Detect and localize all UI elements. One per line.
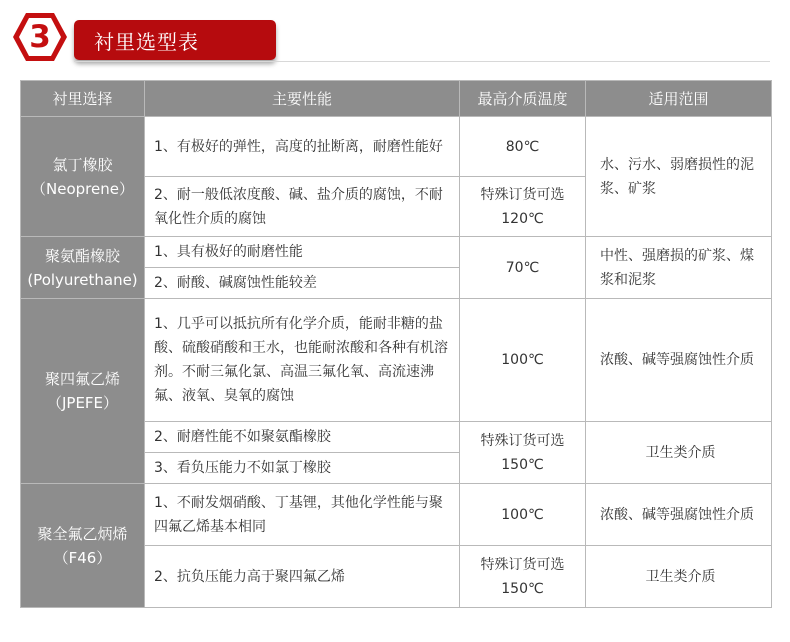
application-cell: 水、污水、弱磨损性的泥浆、矿浆 [586,117,772,237]
application-cell: 中性、强磨损的矿浆、煤浆和泥浆 [586,237,772,299]
property-cell: 2、耐磨性能不如聚氨酯橡胶 [145,422,460,453]
material-name: 氯丁橡胶 [52,155,113,174]
property-cell: 1、有极好的弹性，高度的扯断离，耐磨性能好 [145,117,460,177]
temperature-value: 70℃ [505,259,540,276]
step-number: 3 [29,19,51,55]
temperature-cell [460,177,586,237]
temperature-value: 80℃ [505,138,540,155]
temperature-cell [460,237,586,299]
material-cell [21,299,145,484]
temperature-value: 150℃ [501,580,544,597]
material-cell [21,117,145,237]
temperature-value: 100℃ [501,352,544,368]
material-name: 聚氨酯橡胶 [44,246,120,265]
lining-selection-table [20,80,772,608]
column-header: 衬里选择 [21,81,145,117]
table-row [21,117,772,177]
material-en-name: （JPEFE） [46,394,119,412]
property-cell: 2、抗负压能力高于聚四氟乙烯 [145,546,460,608]
material-en-name: (Polyurethane) [27,270,138,289]
temperature-note: 特殊订货可选 [480,186,565,203]
temperature-note: 特殊订货可选 [480,556,565,573]
temperature-cell [460,117,586,177]
property-cell: 1、不耐发烟硝酸、丁基锂，其他化学性能与聚四氟乙烯基本相同 [145,484,460,546]
section-header [0,0,790,84]
section-title-banner [74,20,276,60]
material-en-name: （Neoprene） [31,179,134,198]
property-cell: 1、几乎可以抵抗所有化学介质，能耐非糖的盐酸、硫酸硝酸和王水，也能耐浓酸和各种有机溶剂。不耐三氟化氯、高温三氟化氧、高流速沸氟、液氧、臭氧的腐蚀 [145,299,460,422]
temperature-value: 150℃ [501,456,544,473]
material-name: 聚四氟乙烯 [44,370,120,388]
material-cell [21,484,145,608]
table-row [21,299,772,422]
property-cell: 2、耐酸、碱腐蚀性能较差 [145,268,460,299]
temperature-value: 120℃ [501,210,544,227]
material-en-name: （F46） [53,548,112,567]
column-header: 适用范围 [586,81,772,117]
table-row [21,484,772,546]
temperature-cell [460,546,586,608]
column-header: 最高介质温度 [460,81,586,117]
table-row [21,237,772,268]
header-divider [74,61,770,62]
application-cell: 浓酸、碱等强腐蚀性介质 [586,484,772,546]
temperature-value: 100℃ [501,506,544,523]
application-cell: 浓酸、碱等强腐蚀性介质 [586,299,772,422]
temperature-cell [460,422,586,484]
table-header-row [21,81,772,117]
temperature-note: 特殊订货可选 [480,432,565,449]
column-header: 主要性能 [145,81,460,117]
material-name: 聚全氟乙炳烯 [37,524,128,543]
application-cell: 卫生类介质 [586,422,772,484]
section-title: 衬里选型表 [94,29,199,54]
property-cell: 1、具有极好的耐磨性能 [145,237,460,268]
property-cell: 2、耐一般低浓度酸、碱、盐介质的腐蚀，不耐氧化性介质的腐蚀 [145,177,460,237]
material-cell [21,237,145,299]
temperature-cell [460,484,586,546]
property-cell: 3、看负压能力不如氯丁橡胶 [145,453,460,484]
temperature-cell [460,299,586,422]
application-cell: 卫生类介质 [586,546,772,608]
